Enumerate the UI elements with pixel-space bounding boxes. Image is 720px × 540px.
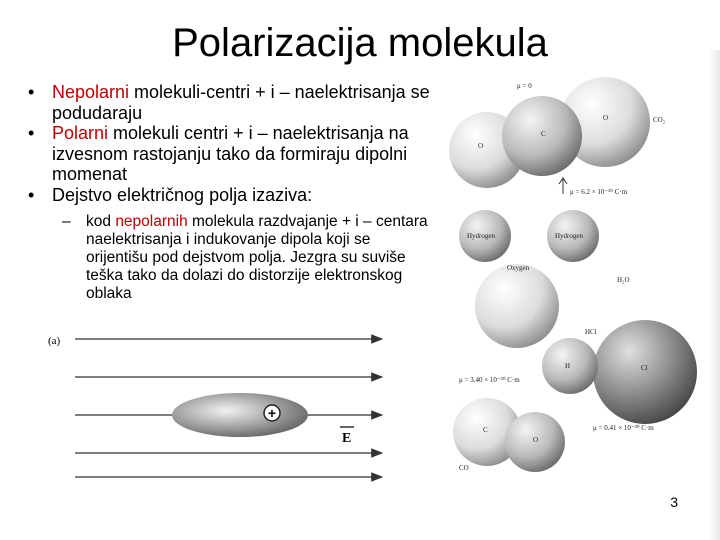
h2o-atom-o: Oxygen <box>507 264 530 272</box>
field-label: E <box>342 431 352 446</box>
bullet-marker: • <box>28 184 35 205</box>
hcl-atom-cl: Cl <box>641 364 648 372</box>
h2o-moment: μ = 6.2 × 10⁻³⁰ C·m <box>570 188 628 196</box>
hcl-label: HCl <box>585 328 597 336</box>
page-number: 3 <box>670 494 678 510</box>
hcl-moment: μ = 3.40 × 10⁻³⁰ C·m <box>459 376 520 384</box>
highlight-term: Nepolarni <box>52 82 130 102</box>
h2o-atom-h2: Hydrogen <box>555 232 583 240</box>
figure-panel-label: (a) <box>48 335 61 347</box>
co-atom-o: O <box>533 436 539 444</box>
co-label: CO <box>459 464 469 472</box>
nucleus-sign: + <box>267 405 277 421</box>
highlight-term: Polarni <box>52 123 109 143</box>
bullet-text: Dejstvo električnog polja izaziva: <box>52 184 313 205</box>
slide-title: Polarizacija molekula <box>172 21 548 65</box>
co2-atom-c: C <box>541 130 546 138</box>
sub-bullet-marker: – <box>62 213 71 230</box>
electron-cloud <box>172 393 308 437</box>
electric-field-figure <box>0 325 440 485</box>
co2-molecule <box>449 77 666 188</box>
bullet-text: molekuli-centri + i – naelektrisanja se podudaraju <box>52 82 430 123</box>
h2o-atom-h1: Hydrogen <box>467 232 495 240</box>
co-moment: μ = 0.41 × 10⁻³⁰ C·m <box>593 424 654 432</box>
bullet-marker: • <box>28 123 35 143</box>
sub-bullet-item <box>26 213 436 303</box>
highlight-term: nepolarnih <box>115 213 188 230</box>
h2o-label: H₂O <box>617 276 630 284</box>
sub-bullet-text: molekula razdvajanje + i – centara naelektrisanja i indukovanje dipola koji se orijentišu pod dejstvom polja. Jezgra su suviše teška tako da dolazi do distorzije elektronskog oblaka <box>86 213 428 302</box>
bullet-item <box>26 185 436 206</box>
h2o-molecule <box>459 178 630 348</box>
bullet-item <box>26 82 436 123</box>
hcl-atom-h: H <box>565 362 571 370</box>
bullet-text: molekuli centri + i – naelektrisanja na izvesnom rastojanju tako da formiraju dipolni momenat <box>52 123 409 184</box>
sub-bullet-prefix: kod <box>86 213 116 230</box>
co2-label: CO₂ <box>653 116 666 124</box>
molecules-figure <box>445 70 707 485</box>
co-atom-c: C <box>483 426 488 434</box>
co2-atom-o2: O <box>603 114 609 122</box>
co2-moment: μ = 0 <box>517 82 532 90</box>
bullet-marker: • <box>28 82 35 102</box>
co2-atom-o1: O <box>478 142 484 150</box>
bullet-list <box>26 82 436 303</box>
bullet-item <box>26 123 436 185</box>
page-edge <box>708 50 720 540</box>
